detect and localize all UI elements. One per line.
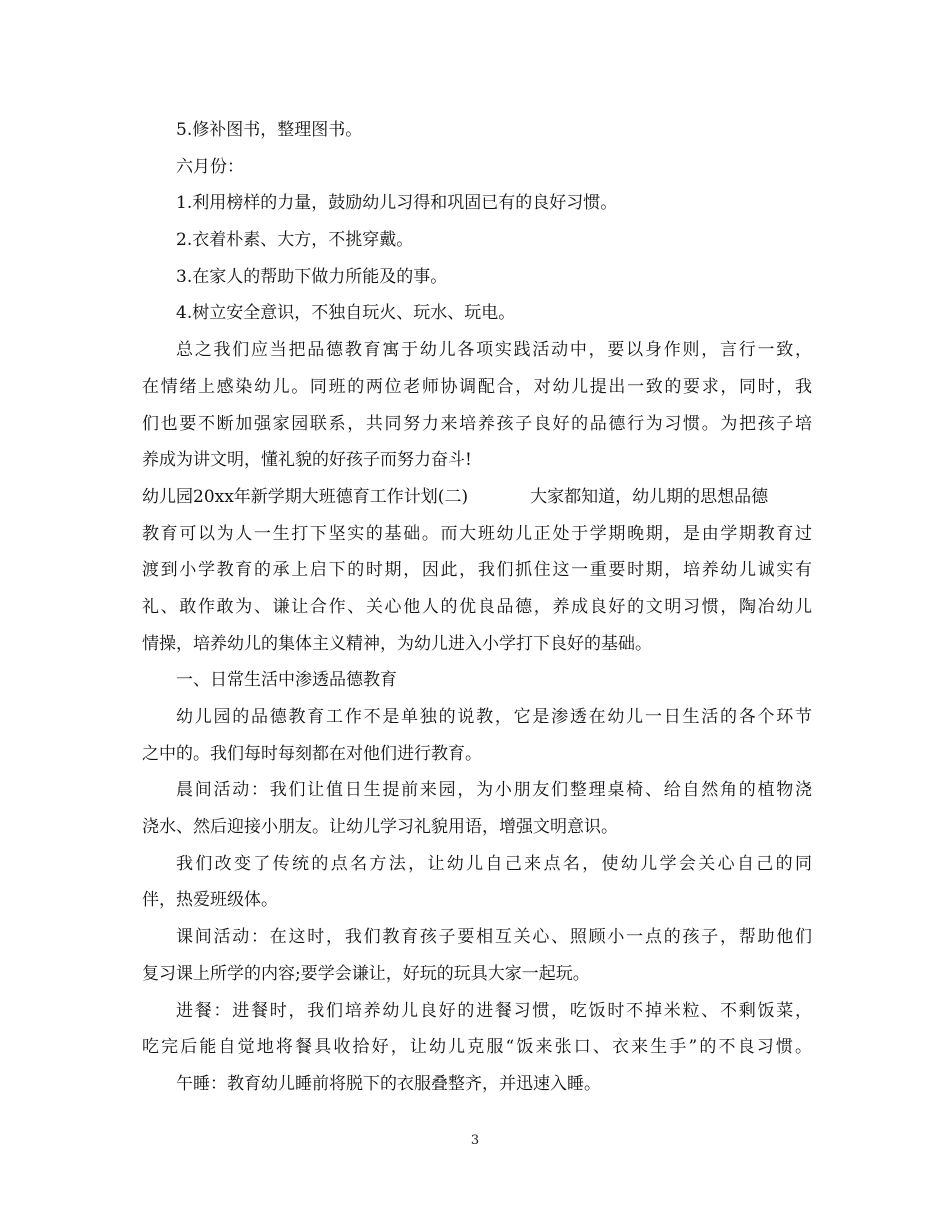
text-line: 教育可以为人一生打下坚实的基础。而大班幼儿正处于学期晚期，是由学期教育过 [142,523,812,544]
text-line: 3.在家人的帮助下做力所能及的事。 [176,266,448,287]
text-line: 礼、敢作敢为、谦让合作、关心他人的优良品德，养成良好的文明习惯，陶冶幼儿 [142,596,812,617]
text-line: 进餐：进餐时，我们培养幼儿良好的进餐习惯，吃饭时不掉米粒、不剩饭菜， [176,1000,812,1021]
title-line [142,479,812,516]
text-line: 情操，培养幼儿的集体主义精神，为幼儿进入小学打下良好的基础。 [142,633,652,654]
text-line: 养成为讲文明，懂礼貌的好孩子而努力奋斗! [142,450,472,471]
text-line: 之中的。我们每时每刻都在对他们进行教育。 [142,743,482,764]
text-line: 总之我们应当把品德教育寓于幼儿各项实践活动中，要以身作则，言行一致， [176,340,812,361]
text-line: 4.树立安全意识，不独自玩火、玩水、玩电。 [176,303,516,324]
text-line: 浇水、然后迎接小朋友。让幼儿学习礼貌用语，增强文明意识。 [142,817,618,838]
text-line: 在情绪上感染幼儿。同班的两位老师协调配合，对幼儿提出一致的要求，同时，我 [142,376,812,397]
text-line: 晨间活动：我们让值日生提前来园，为小朋友们整理桌椅、给自然角的植物浇 [176,780,812,801]
text-line: 复习课上所学的内容;要学会谦让，好玩的玩具大家一起玩。 [142,963,590,984]
text-line: 1.利用榜样的力量，鼓励幼儿习得和巩固已有的良好习惯。 [176,193,618,214]
month-heading: 六月份： [176,156,244,177]
text-line: 午睡：教育幼儿睡前将脱下的衣服叠整齐，并迅速入睡。 [176,1073,601,1094]
text-line: 伴，热爱班级体。 [142,890,278,911]
text-line: 我们改变了传统的点名方法，让幼儿自己来点名，使幼儿学会关心自己的同 [176,853,812,874]
document-body [142,112,812,1103]
text-line: 们也要不断加强家园联系，共同努力来培养孩子良好的品德行为习惯。为把孩子培 [142,413,812,434]
text-line: 2.衣着朴素、大方，不挑穿戴。 [176,230,414,251]
text-line: 渡到小学教育的承上启下的时期，因此，我们抓住这一重要时期，培养幼儿诚实有 [142,560,812,581]
text-line: 幼儿园的品德教育工作不是单独的说教，它是渗透在幼儿一日生活的各个环节 [176,707,812,727]
page-number: 3 [470,1133,480,1148]
text-line: 吃完后能自觉地将餐具收拾好，让幼儿克服“饭来张口、衣来生手”的不良习惯。 [142,1037,812,1058]
section-heading: 一、日常生活中渗透品德教育 [176,670,397,691]
text-line: 5.修补图书，整理图书。 [176,120,363,140]
plan-title: 幼儿园20xx年新学期大班德育工作计划(二) [142,486,469,507]
intro-text: 大家都知道，幼儿期的思想品德 [530,486,769,507]
text-line: 课间活动：在这时，我们教育孩子要相互关心、照顾小一点的孩子，帮助他们 [176,927,812,948]
